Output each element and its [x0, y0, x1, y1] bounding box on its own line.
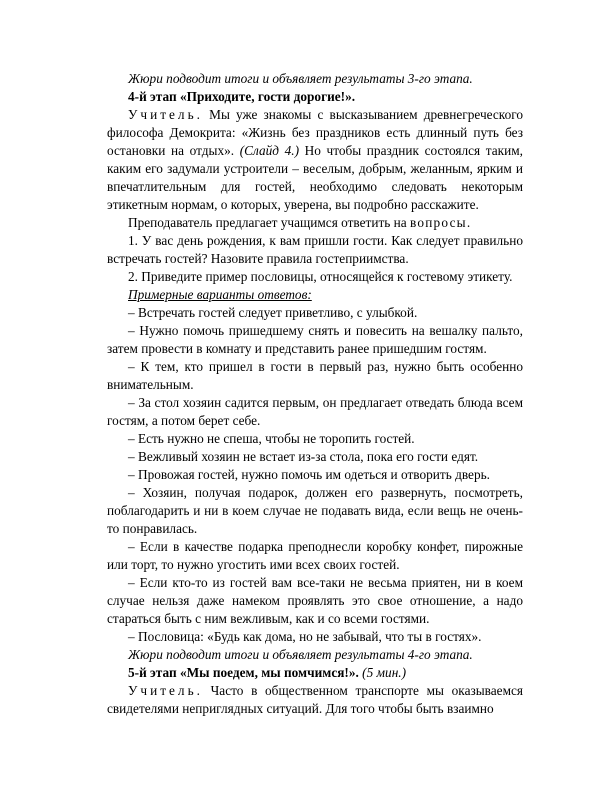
stage-4-heading: 4-й этап «Приходите, гости дорогие!». [128, 89, 356, 104]
speaker-label: Учитель. [128, 683, 203, 698]
answer-item: – Есть нужно не спеша, чтобы не торопить гостей. [128, 431, 415, 446]
answer-item: – Встречать гостей следует приветливо, с улыбкой. [128, 305, 418, 320]
document-body [107, 70, 523, 718]
speaker-label: Учитель. [128, 107, 203, 122]
instruction-questions [107, 214, 523, 232]
answer-item: – Если кто-то из гостей вам все-таки не весьма приятен, ни в коем случае нельзя даже намеком проявлять это свое отношение, а надо стараться быть с ним вежливым, как и со всеми гостями. [107, 575, 523, 626]
jury-note-stage-4: Жюри подводит итоги и объявляет результаты 4-го этапа. [128, 647, 473, 662]
teacher-speech-2 [107, 682, 523, 718]
slide-reference: (Слайд 4.) [239, 143, 300, 158]
speech-text: Часто в общественном транспорте мы оказываемся свидетелями неприглядных ситуаций. Для того чтобы быть взаимно [107, 683, 523, 716]
question-1: 1. У вас день рождения, к вам пришли гости. Как следует правильно встречать гостей? Назовите правила гостеприимства. [107, 233, 523, 266]
answer-item: – Пословица: «Будь как дома, но не забывай, что ты в гостях». [128, 629, 482, 644]
teacher-speech-1 [107, 106, 523, 214]
answers-heading: Примерные варианты ответов: [128, 287, 312, 302]
jury-note-stage-3: Жюри подводит итоги и объявляет результаты 3-го этапа. [128, 71, 473, 86]
stage-5-duration: (5 мин.) [362, 665, 407, 680]
answer-item: – К тем, кто пришел в гости в первый раз, нужно быть особенно внимательным. [107, 359, 523, 392]
question-2: 2. Приведите пример пословицы, относящейся к гостевому этикету. [128, 269, 513, 284]
instruction-text: Преподаватель предлагает учащимся ответить на [128, 215, 407, 230]
answer-item: – За стол хозяин садится первым, он предлагает отведать блюда всем гостям, а потом берет себе. [107, 395, 523, 428]
stage-5-title: 5-й этап «Мы поедем, мы помчимся!». [128, 665, 359, 680]
answer-item: – Провожая гостей, нужно помочь им одеться и отворить дверь. [128, 467, 490, 482]
instruction-spaced-word: вопросы. [410, 215, 472, 230]
speech-text-cont: Но чтобы праздник состоялся таким, каким его задумали устроители – веселым, добрым, желанным, ярким и впечатлительным для гостей, необходимо следовать некоторым этикетным нормам, о которых, уверена, вы подробно расскажите. [107, 143, 523, 212]
stage-5-heading [107, 664, 523, 682]
answer-item: – Если в качестве подарка преподнесли коробку конфет, пирожные или торт, то нужно угостить ими всех своих гостей. [107, 539, 523, 572]
answer-item: – Вежливый хозяин не встает из-за стола, пока его гости едят. [128, 449, 479, 464]
answer-item: – Хозяин, получая подарок, должен его развернуть, посмотреть, поблагодарить и ни в коем случае не подавать вида, если вещь не очень-то понравилась. [107, 485, 523, 536]
answer-item: – Нужно помочь пришедшему снять и повесить на вешалку пальто, затем провести в комнату и представить ранее пришедшим гостям. [107, 323, 523, 356]
speech-text: Мы уже знакомы с высказыванием древнегреческого философа Демокрита: «Жизнь без праздников есть длинный путь без остановки на отдых». [107, 107, 524, 158]
